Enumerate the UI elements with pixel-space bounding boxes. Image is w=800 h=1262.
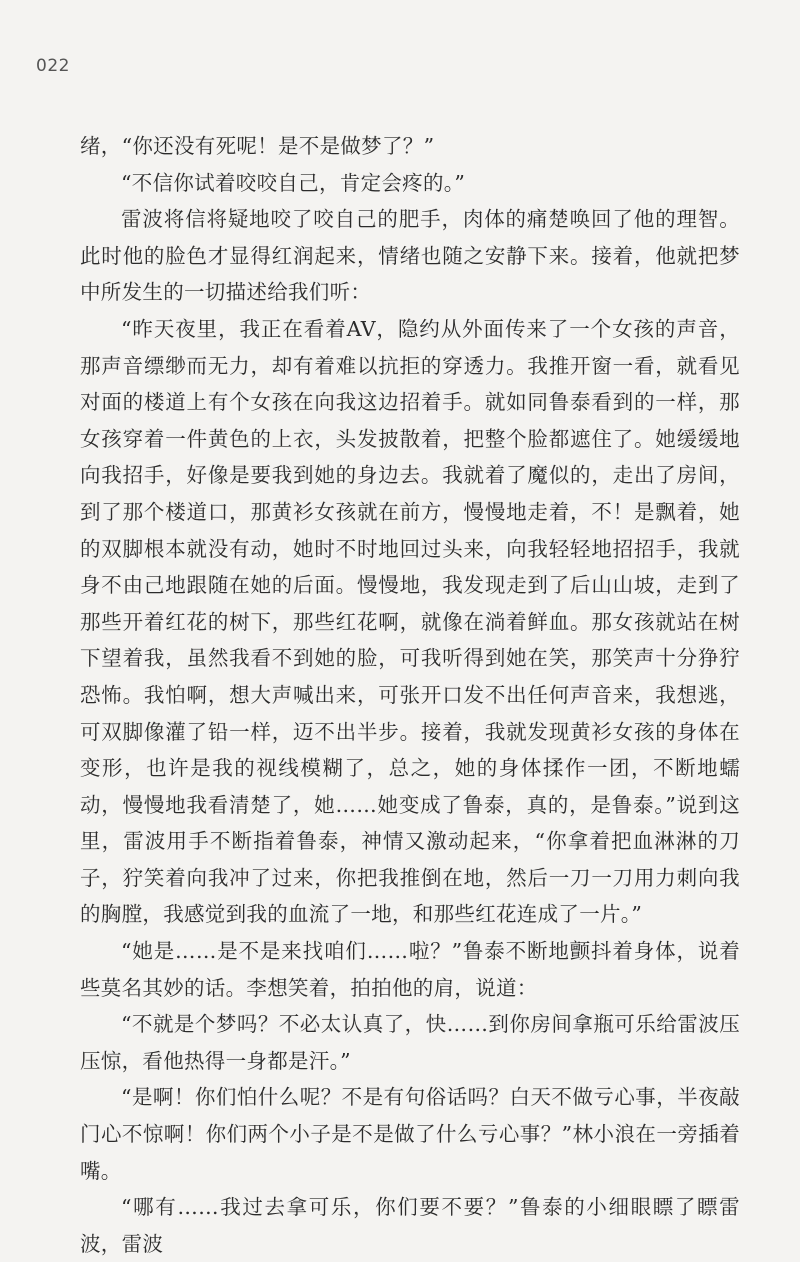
- paragraph-7: “是啊！你们怕什么呢？不是有句俗话吗？白天不做亏心事，半夜敲门心不惊啊！你们两个小子是不是做了什么亏心事？”林小浪在一旁插着嘴。: [80, 1085, 740, 1183]
- paragraph-3: 雷波将信将疑地咬了咬自己的肥手，肉体的痛楚唤回了他的理智。此时他的脸色才显得红润起来，情绪也随之安静下来。接着，他就把梦中所发生的一切描述给我们听：: [80, 207, 740, 305]
- body-text: [80, 128, 740, 1262]
- paragraph-4: “昨天夜里，我正在看着AV，隐约从外面传来了一个女孩的声音，那声音缥缈而无力，却有着难以抗拒的穿透力。我推开窗一看，就看见对面的楼道上有个女孩在向我这边招着手。就如同鲁泰看到的一样，那女孩穿着一件黄色的上衣，头发披散着，把整个脸都遮住了。她缓缓地向我招手，好像是要我到她的身边去。我就着了魔似的，走出了房间，到了那个楼道口，那黄衫女孩就在前方，慢慢地走着，不！是飘着，她的双脚根本就没有动，她时不时地回过头来，向我轻轻地招招手，我就身不由己地跟随在她的后面。慢慢地，我发现走到了后山山坡，走到了那些开着红花的树下，那些红花啊，就像在淌着鲜血。那女孩就站在树下望着我，虽然我看不到她的脸，可我听得到她在笑，那笑声十分狰狞恐怖。我怕啊，想大声喊出来，可张开口发不出任何声音来，我想逃，可双脚像灌了铅一样，迈不出半步。接着，我就发现黄衫女孩的身体在变形，也许是我的视线模糊了，总之，她的身体揉作一团，不断地蠕动，慢慢地我看清楚了，她……她变成了鲁泰，真的，是鲁泰。”说到这里，雷波用手不断指着鲁泰，神情又激动起来，“你拿着把血淋淋的刀子，狞笑着向我冲了过来，你把我推倒在地，然后一刀一刀用力刺向我的胸膛，我感觉到我的血流了一地，和那些红花连成了一片。”: [80, 316, 740, 927]
- paragraph-5: “她是……是不是来找咱们……啦？”鲁泰不断地颤抖着身体，说着些莫名其妙的话。李想笑着，拍拍他的肩，说道：: [80, 939, 740, 1000]
- paragraph-8: “哪有……我过去拿可乐，你们要不要？”鲁泰的小细眼瞟了瞟雷波，雷波: [80, 1195, 740, 1256]
- paragraph-6: “不就是个梦吗？不必太认真了，快……到你房间拿瓶可乐给雷波压压惊，看他热得一身都是汗。”: [80, 1012, 740, 1073]
- paragraph-1: 绪，“你还没有死呢！是不是做梦了？”: [80, 134, 435, 158]
- paragraph-2: “不信你试着咬咬自己，肯定会疼的。”: [121, 170, 466, 195]
- page-number: 022: [36, 56, 70, 76]
